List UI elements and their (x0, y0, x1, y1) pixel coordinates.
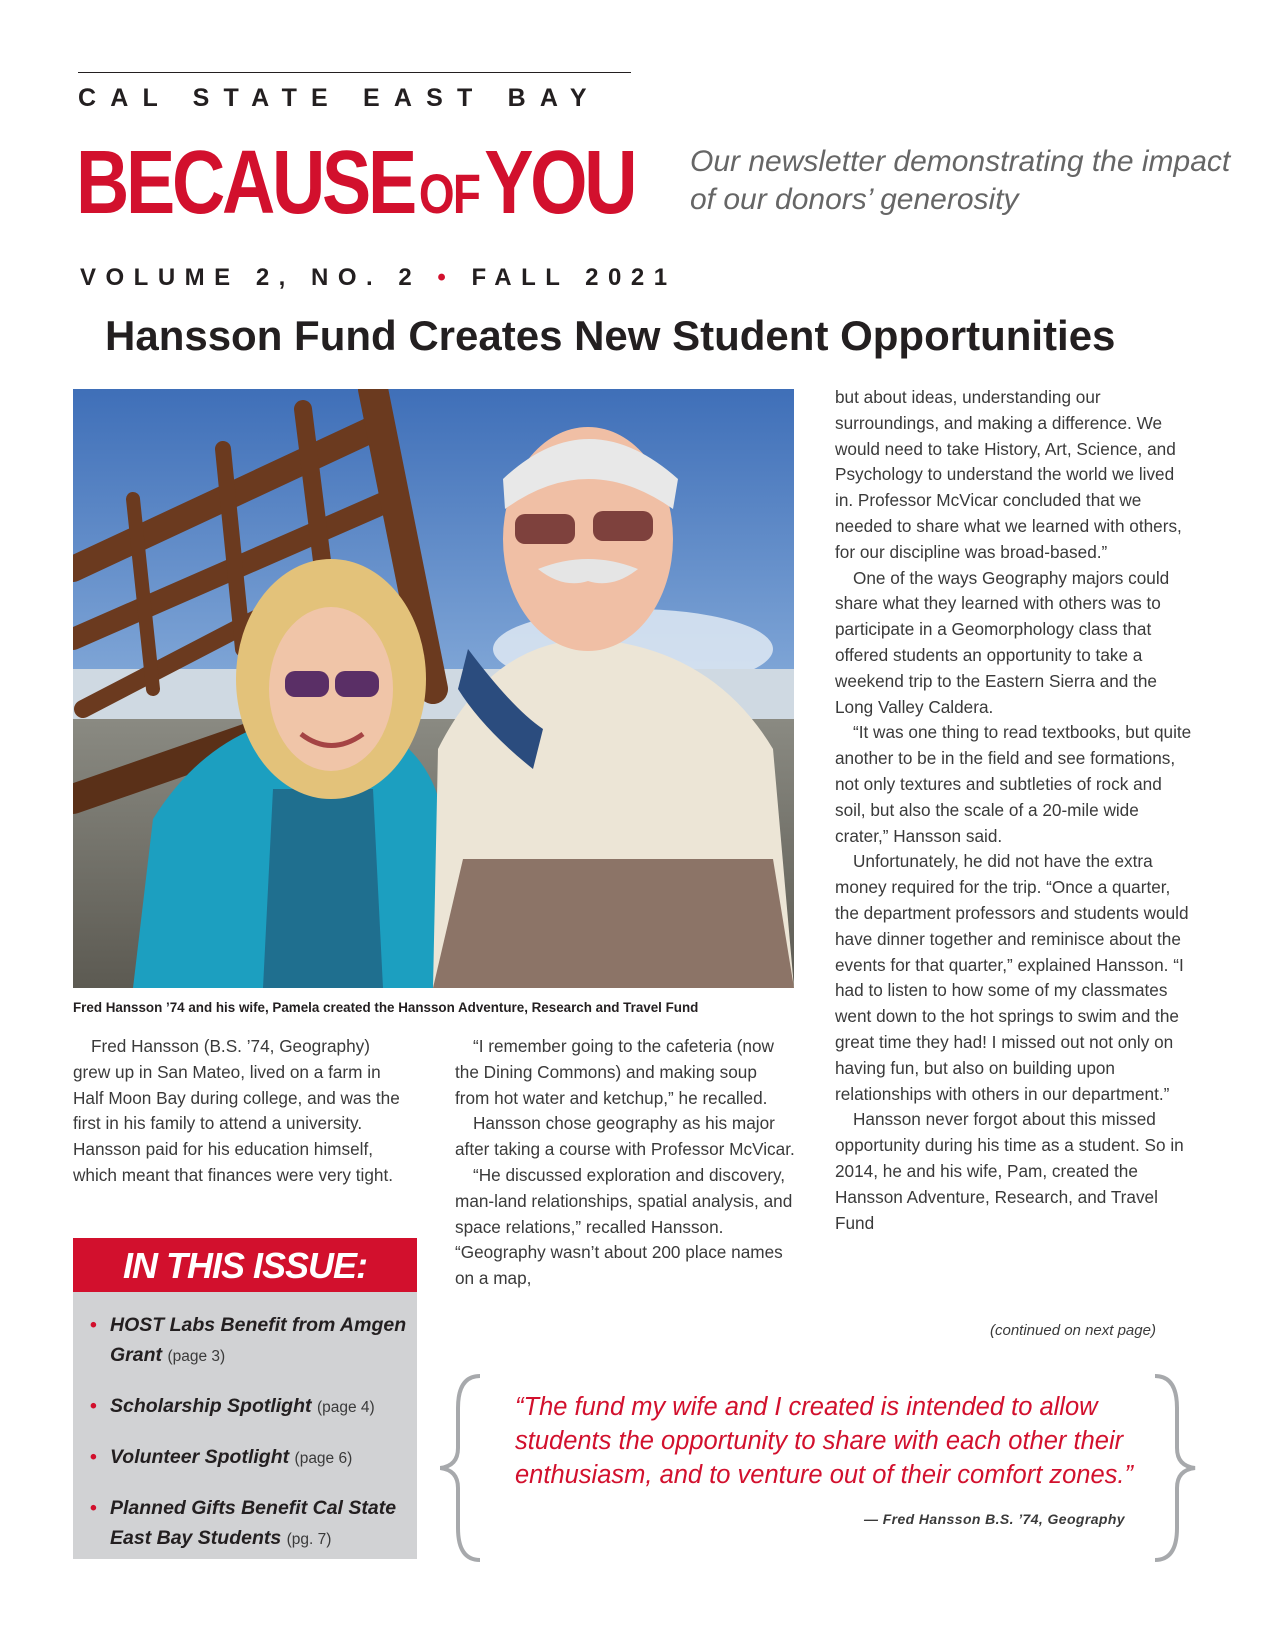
issue-info (80, 264, 677, 292)
paragraph: “I remember going to the cafeteria (now the Dining Commons) and making soup from hot water and ketchup,” he recalled. (455, 1036, 774, 1108)
title-word-you: YOU (484, 133, 635, 233)
paragraph: One of the ways Geography majors could share what they learned with others was to participate in a Geomorphology class that offered students an opportunity to take a weekend trip to the Eastern Sierra and the Long Valley Caldera. (835, 567, 1170, 717)
article-column-right (835, 385, 1195, 1236)
title-word-because: BECAUSE (76, 133, 414, 233)
paragraph: Unfortunately, he did not have the extra money required for the trip. “Once a quarter, the department professors and students would have dinner together and reminisce about the events for that quarter,” explained Hansson. “I had to listen to how some of my classmates went down to the hot springs to swim and the great time they had! I missed out not only on having fun, but also on building upon relationships with others in our department.” (835, 851, 1189, 1104)
paragraph: “It was one thing to read textbooks, but quite another to be in the field and see formations, not only textures and subtleties of rock and soil, but also the scale of a 20-mile wide crater,” Hansson said. (835, 722, 1192, 846)
in-this-issue-list (90, 1310, 410, 1574)
issue-list-item[interactable] (90, 1310, 410, 1372)
issue-item-title: Volunteer Spotlight (110, 1446, 290, 1468)
issue-item-page: (pg. 7) (286, 1531, 332, 1548)
volume-number: VOLUME 2, NO. 2 (80, 264, 422, 291)
issue-item-title: Planned Gifts Benefit Cal State East Bay Students (110, 1497, 397, 1549)
title-word-of: OF (418, 162, 480, 225)
photo-caption: Fred Hansson ’74 and his wife, Pamela created the Hansson Adventure, Research and Travel Fund (73, 1000, 699, 1015)
university-name: CAL STATE EAST BAY (78, 84, 601, 112)
article-column-middle (455, 1034, 795, 1292)
in-this-issue-heading: IN THIS ISSUE: (122, 1245, 368, 1286)
paragraph: Hansson chose geography as his major after taking a course with Professor McVicar. (455, 1113, 795, 1160)
paragraph: but about ideas, understanding our surroundings, and making a difference. We would need to take History, Art, Science, and Psychology to understand the world we lived in. Professor McVicar concluded that we needed to share what we learned with others, for our discipline was broad-based.” (835, 387, 1182, 562)
issue-bullet: • (437, 264, 456, 291)
article-column-left (73, 1034, 408, 1189)
newsletter-title (76, 133, 635, 239)
pull-quote-attribution: — Fred Hansson B.S. ’74, Geography (864, 1511, 1125, 1527)
issue-item-title: Scholarship Spotlight (110, 1395, 312, 1417)
continued-note: (continued on next page) (990, 1322, 1156, 1339)
issue-list-item[interactable] (90, 1493, 410, 1555)
article-photo (73, 389, 794, 988)
issue-item-page: (page 6) (294, 1450, 353, 1467)
paragraph: Hansson never forgot about this missed opportunity during his time as a student. So in 2014, he and his wife, Pam, created the Hansson Adventure, Research, and Travel Fund (835, 1109, 1184, 1233)
issue-item-page: (page 3) (167, 1348, 226, 1365)
paragraph: “He discussed exploration and discovery, man-land relationships, spatial analysis, and space relations,” recalled Hansson. “Geography wasn’t about 200 place names on a map, (455, 1164, 793, 1289)
newsletter-tagline: Our newsletter demonstrating the impact of our donors’ generosity (690, 145, 1231, 216)
issue-season: FALL 2021 (471, 264, 677, 291)
pull-quote-text: “The fund my wife and I created is intended to allow students the opportunity to share with each other their enthusiasm, and to venture out of their comfort zones.” (515, 1393, 1133, 1489)
issue-item-page: (page 4) (316, 1399, 375, 1416)
paragraph: Fred Hansson (B.S. ’74, Geography) grew up in San Mateo, lived on a farm in Half Moon Bay during college, and was the first in his family to attend a university. Hansson paid for his education himself, which meant that finances were very tight. (73, 1036, 400, 1185)
issue-list-item[interactable] (90, 1391, 410, 1423)
article-headline: Hansson Fund Creates New Student Opportunities (105, 312, 1116, 359)
issue-list-item[interactable] (90, 1442, 410, 1474)
masthead-rule (78, 72, 631, 73)
issue-item-title: HOST Labs Benefit from Amgen Grant (110, 1314, 407, 1366)
